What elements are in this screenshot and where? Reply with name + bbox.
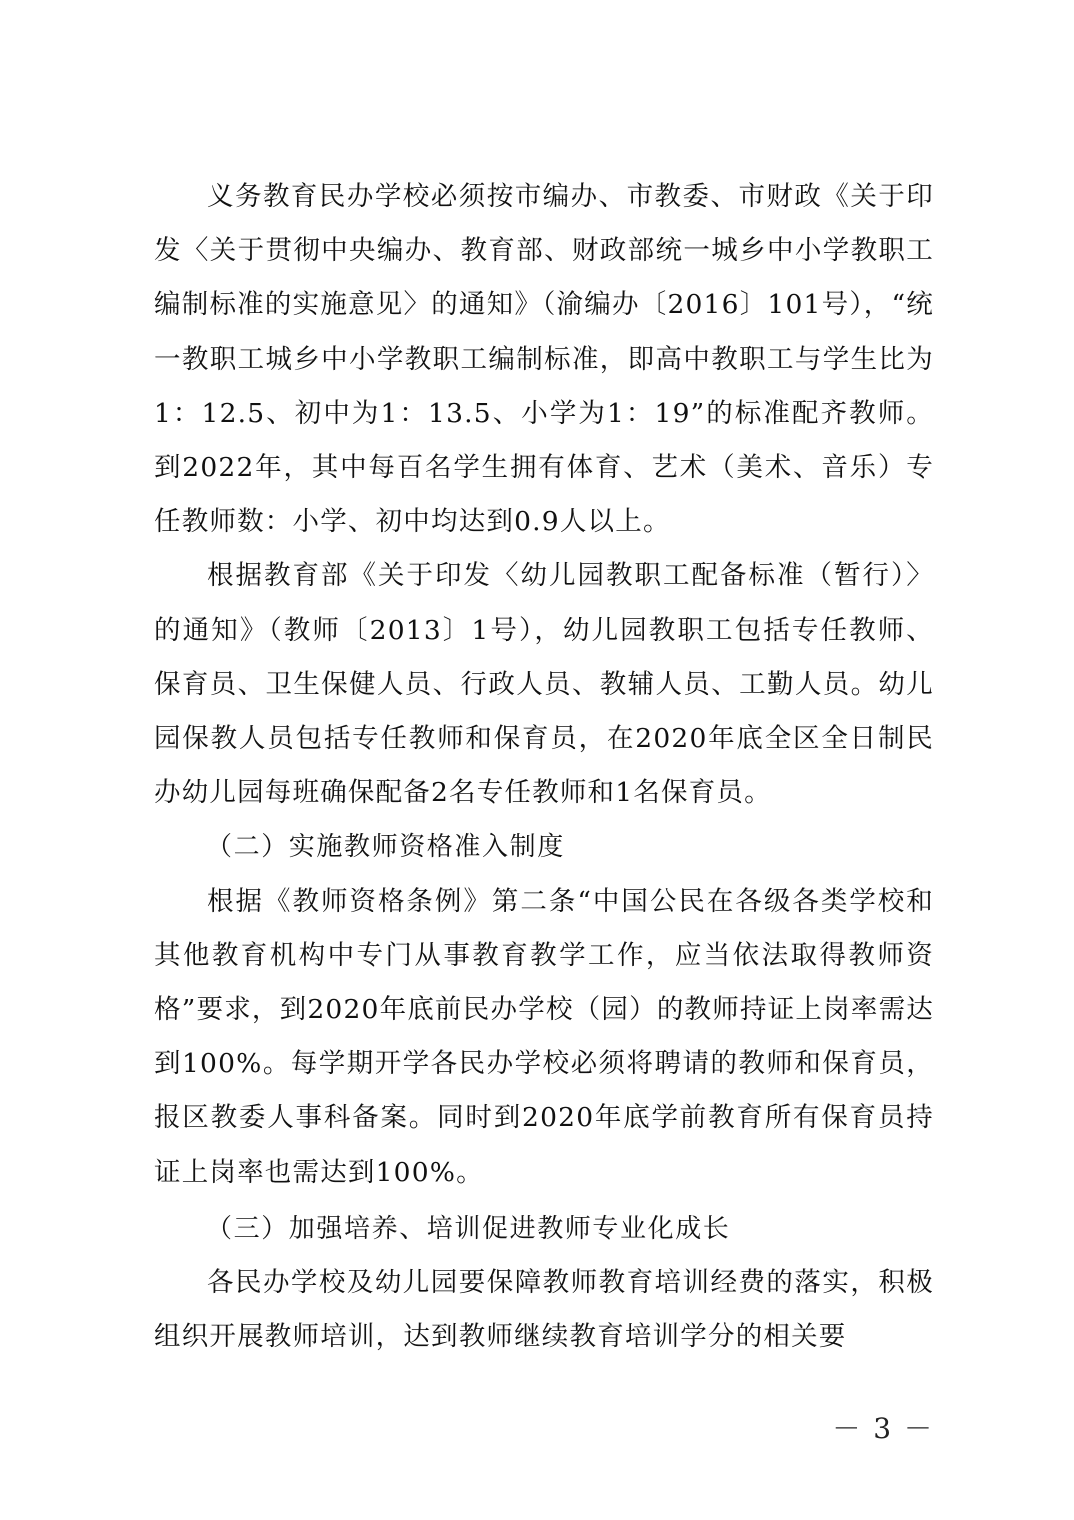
paragraph-qualification: 根据《教师资格条例》第二条“中国公民在各级各类学校和其他教育机构中专门从事教育教学工作，应当依法取得教师资格”要求，到2020年底前民办学校（园）的教师持证上岗率需达到100%。每学期开学各民办学校必须将聘请的教师和保育员，报区教委人事科备案。同时到2020年底学前教育所有保育员持证上岗率也需达到100%。	[154, 885, 934, 1188]
paragraph-kindergarten-staffing: 根据教育部《关于印发〈幼儿园教职工配备标准（暂行）〉的通知》（教师〔2013〕1号），幼儿园教职工包括专任教师、保育员、卫生保健人员、行政人员、教辅人员、工勤人员。幼儿园保教人员包括专任教师和保育员，在2020年底全区全日制民办幼儿园每班确保配备2名专任教师和1名保育员。	[154, 560, 934, 809]
document-body	[154, 170, 934, 1364]
section-heading-training: （三）加强培养、培训促进教师专业化成长	[206, 1213, 731, 1244]
page-number: － 3 －	[832, 1412, 934, 1445]
paragraph-training: 各民办学校及幼儿园要保障教师教育培训经费的落实，积极组织开展教师培训，达到教师继续教育培训学分的相关要	[154, 1267, 934, 1353]
paragraph-staffing-standard: 义务教育民办学校必须按市编办、市教委、市财政《关于印发〈关于贯彻中央编办、教育部、财政部统一城乡中小学教职工编制标准的实施意见〉的通知》（渝编办〔2016〕101号），“统一教职工城乡中小学教职工编制标准，即高中教职工与学生比为1：12.5、初中为1：13.5、小学为1：19”的标准配齐教师。到2022年，其中每百名学生拥有体育、艺术（美术、音乐）专任教师数：小学、初中均达到0.9人以上。	[154, 181, 934, 538]
section-heading-qualification: （二）实施教师资格准入制度	[206, 832, 565, 863]
